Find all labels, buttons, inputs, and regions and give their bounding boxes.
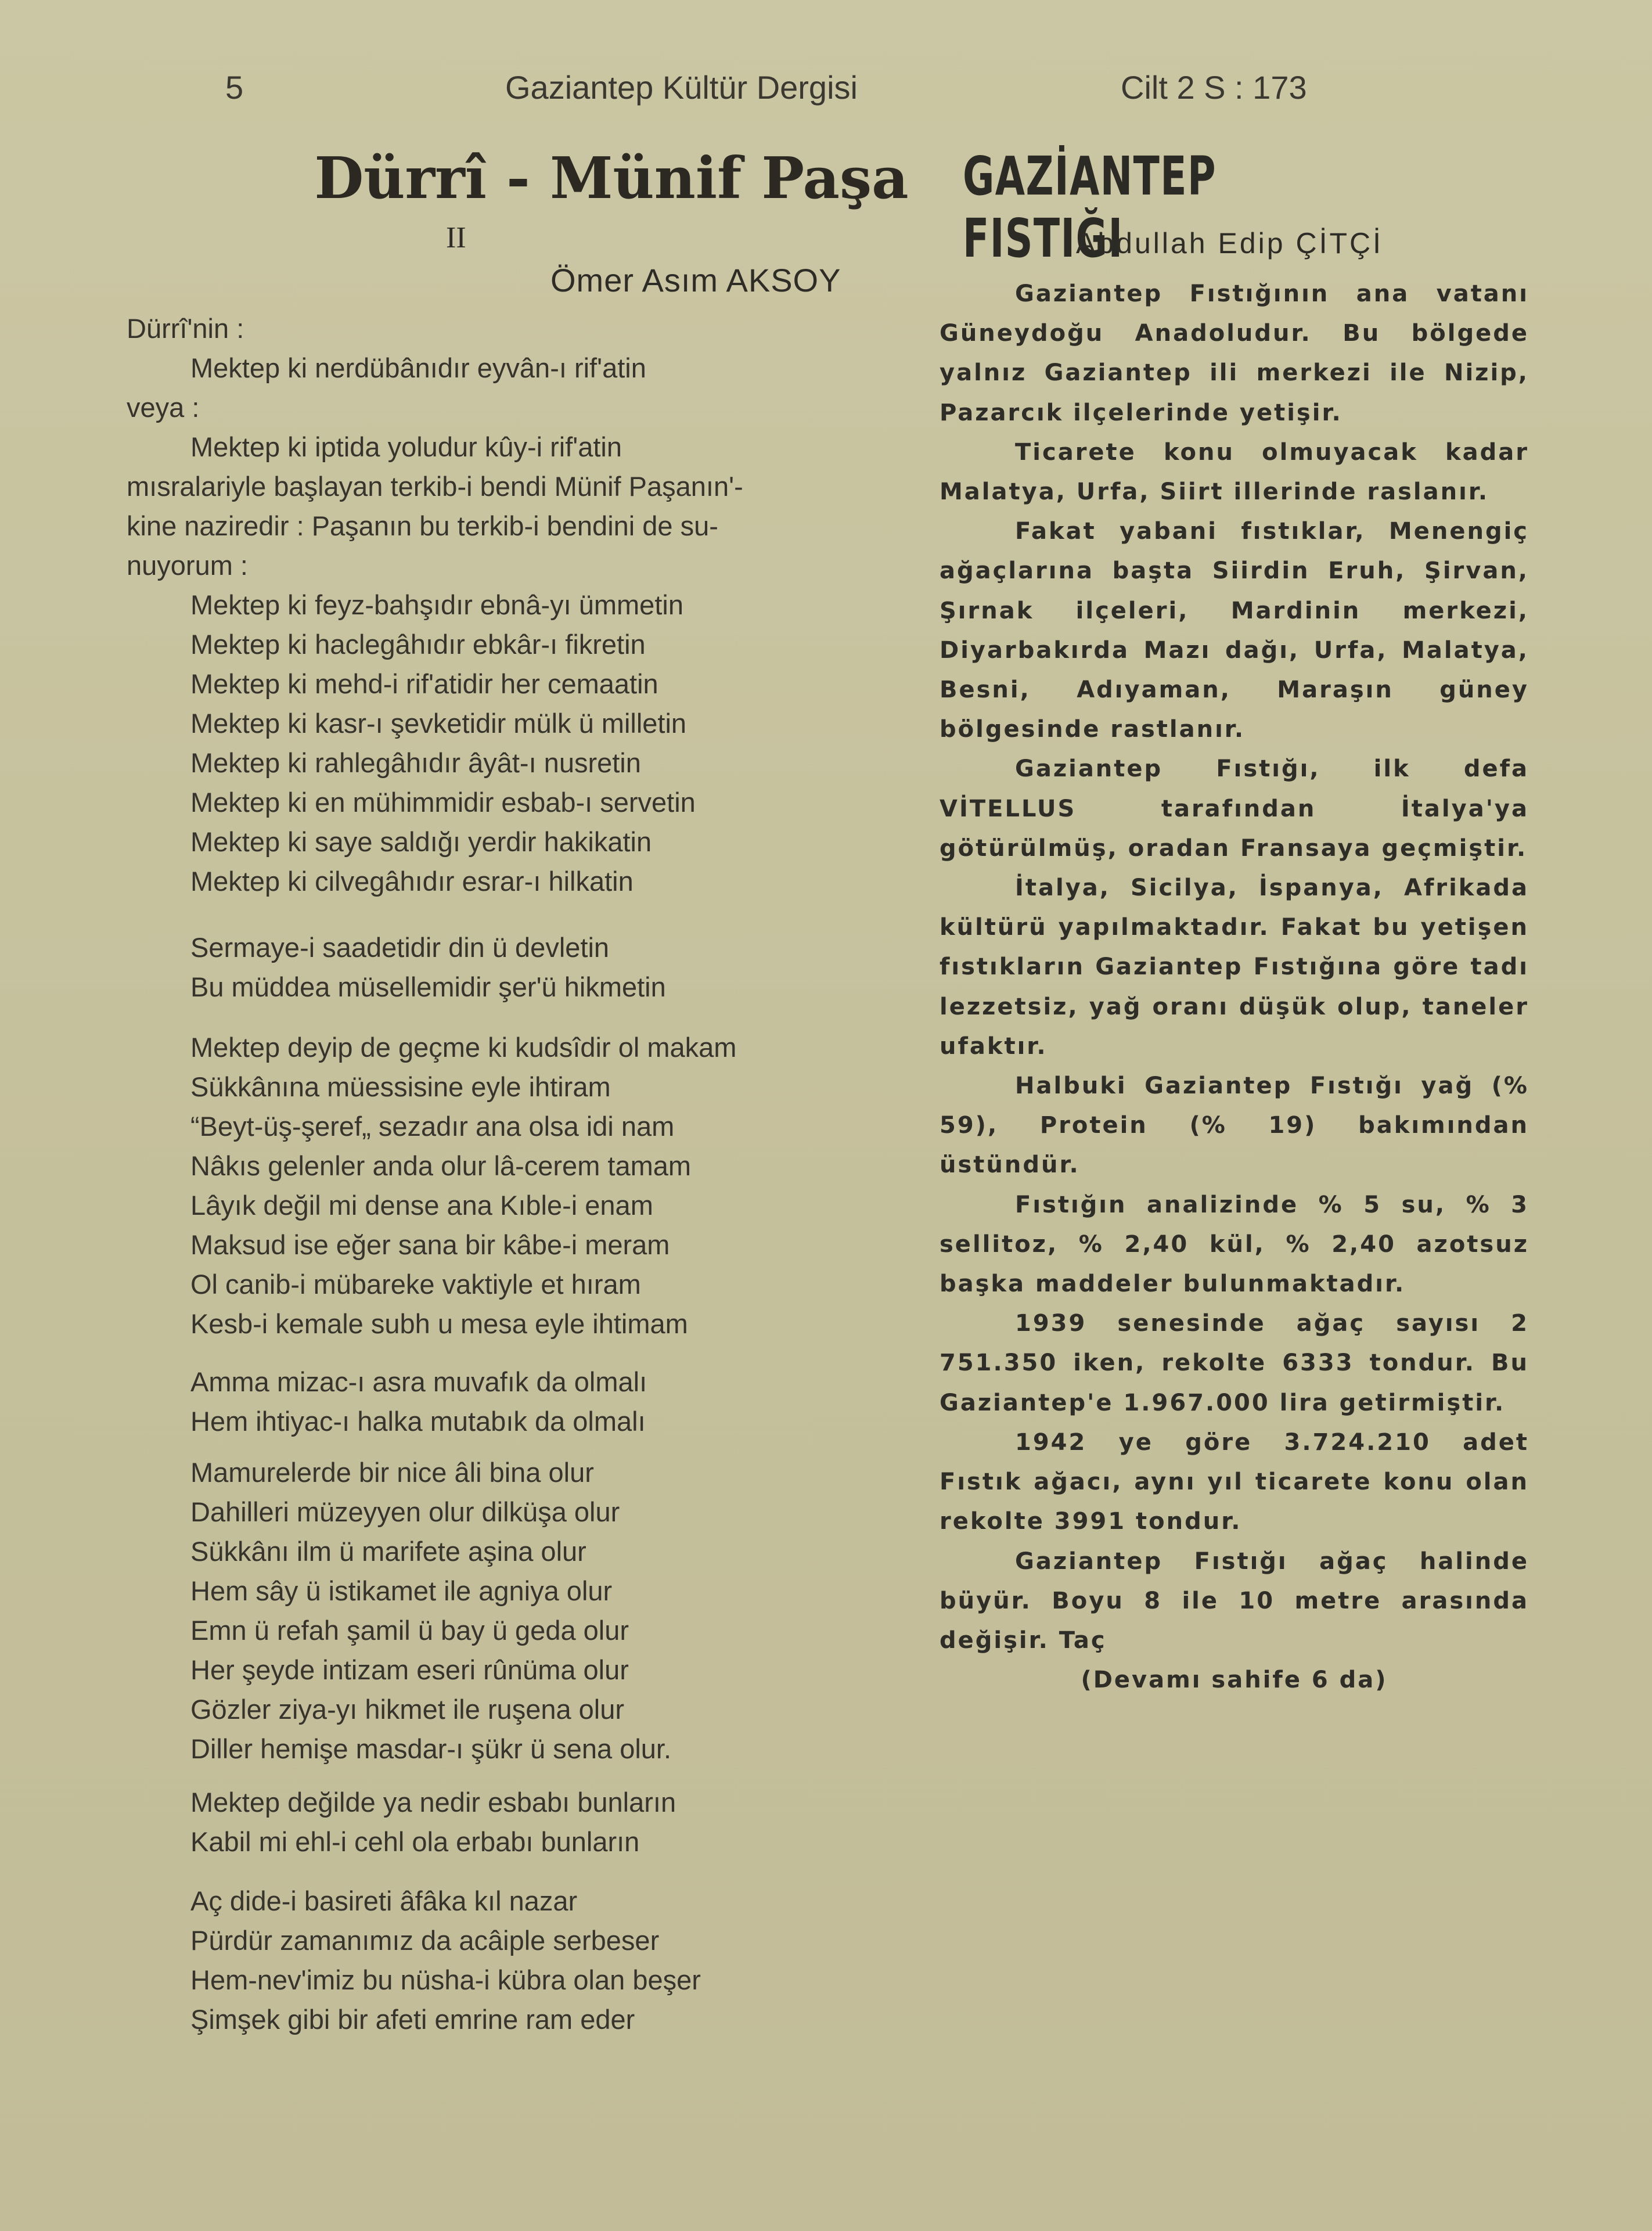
poem-line: Mektep ki kasr-ı şevketidir mülk ü milletin <box>190 708 687 739</box>
intro-label: Dürrî'nin : <box>127 313 244 344</box>
poem-line: Maksud ise eğer sana bir kâbe-i meram <box>190 1229 670 1260</box>
page-number: 5 <box>225 69 244 106</box>
poem-line: Her şeyde intizam eseri rûnüma olur <box>190 1654 629 1685</box>
paragraph: Gaziantep Fıstığı ağaç halinde büyür. Boyu 8 ile 10 metre arasında değişir. Taç <box>940 1548 1529 1654</box>
paragraph: Fıstığın analizinde % 5 su, % 3 sellitoz, % 2,40 kül, % 2,40 azotsuz başka maddeler bulunmaktadır. <box>940 1191 1529 1298</box>
article-title: Dürrî - Münif Paşa <box>314 145 909 212</box>
poem-line: Mektep ki rahlegâhıdır âyât-ı nusretin <box>190 747 641 778</box>
poem-line: Mektep ki saye saldığı yerdir hakikatin <box>190 826 652 857</box>
paragraph: Ticarete konu olmuyacak kadar Malatya, Urfa, Siirt illerinde raslanır. <box>940 438 1529 506</box>
poem-line: Hem sây ü istikamet ile agniya olur <box>190 1575 613 1606</box>
poem-line: Kesb-i kemale subh u mesa eyle ihtimam <box>190 1308 688 1339</box>
poem-stanza <box>190 585 696 901</box>
prose-line: kine naziredir : Paşanın bu terkib-i bendini de su- <box>127 510 718 541</box>
poem-line: Hem ihtiyac-ı halka mutabık da olmalı <box>190 1406 646 1437</box>
article-author: Abdullah Edip ÇİTÇİ <box>1076 227 1384 260</box>
poem-line: Bu müddea müsellemidir şer'ü hikmetin <box>190 971 666 1002</box>
quote-line: Mektep ki nerdübânıdır eyvân-ı rif'atin <box>190 352 646 383</box>
poem-line: Ol canib-i mübareke vaktiyle et hıram <box>190 1269 641 1300</box>
poem-line: Mektep deyip de geçme ki kudsîdir ol makam <box>190 1032 737 1063</box>
poem-line: Sükkânı ilm ü marifete aşina olur <box>190 1536 586 1567</box>
article-part: II <box>446 221 466 254</box>
poem-line: Kabil mi ehl-i cehl ola erbabı bunların <box>190 1826 640 1857</box>
prose-line: mısralariyle başlayan terkib-i bendi Münif Paşanın'- <box>127 471 743 502</box>
paragraph: Gaziantep Fıstığının ana vatanı Güneydoğu Anadoludur. Bu bölgede yalnız Gaziantep ili merkezi ile Nizip, Pazarcık ilçelerinde yetişir. <box>940 280 1529 426</box>
poem-line: Mektep ki mehd-i rif'atidir her cemaatin <box>190 668 658 699</box>
poem-stanza <box>190 1881 701 2039</box>
poem-line: Mektep ki en mühimmidir esbab-ı servetin <box>190 787 696 818</box>
journal-title: Gaziantep Kültür Dergisi <box>505 69 858 106</box>
paragraph: 1942 ye göre 3.724.210 adet Fıstık ağacı, aynı yıl ticarete konu olan rekolte 3991 tondur. <box>940 1428 1529 1535</box>
poem-stanza <box>190 1783 676 1862</box>
poem-line: Sükkânına müessisine eyle ihtiram <box>190 1071 611 1102</box>
or-label: veya : <box>127 392 200 423</box>
prose-line: nuyorum : <box>127 550 248 581</box>
poem-line: Şimşek gibi bir afeti emrine ram eder <box>190 2004 635 2035</box>
poem-stanza <box>190 1362 647 1441</box>
poem-line: Mektep ki haclegâhıdır ebkâr-ı fikretin <box>190 629 646 660</box>
poem-stanza <box>190 928 666 1007</box>
poem-line: Emn ü refah şamil ü bay ü geda olur <box>190 1615 629 1646</box>
paragraph: İtalya, Sicilya, İspanya, Afrikada kültürü yapılmaktadır. Fakat bu yetişen fıstıkların Gaziantep Fıstığına göre tadı lezzetsiz, yağ oranı düşük olup, taneler ufaktır. <box>940 875 1529 1060</box>
poem-line: Mamurelerde bir nice âli bina olur <box>190 1457 594 1488</box>
poem-line: Mektep ki cilvegâhıdır esrar-ı hilkatin <box>190 866 634 897</box>
article-title: GAZİANTEP FISTIĞI <box>963 145 1216 269</box>
poem-stanza <box>190 1028 736 1344</box>
poem-line: Mektep değilde ya nedir esbabı bunların <box>190 1787 676 1818</box>
paragraph: Halbuki Gaziantep Fıstığı yağ (% 59), Protein (% 19) bakımından üstündür. <box>940 1073 1529 1179</box>
continued-note: (Devamı sahife 6 da) <box>1081 1667 1388 1694</box>
poem-line: Gözler ziya-yı hikmet ile ruşena olur <box>190 1694 625 1725</box>
poem-line: “Beyt-üş-şeref„ sezadır ana olsa idi nam <box>190 1111 675 1142</box>
quote-line: Mektep ki iptida yoludur kûy-i rif'atin <box>190 431 622 462</box>
paragraph: Fakat yabani fıstıklar, Menengiç ağaçlarına başta Siirdin Eruh, Şirvan, Şırnak ilçeleri, Mardinin merkezi, Diyarbakırda Mazı dağı, Urfa, Malatya, Besni, Adıyaman, Maraşın güney bölgesinde rastlanır. <box>940 518 1529 743</box>
poem-line: Dahilleri müzeyyen olur dilküşa olur <box>190 1496 620 1527</box>
poem-line: Pürdür zamanımız da acâiple serbeser <box>190 1925 660 1956</box>
poem-line: Nâkıs gelenler anda olur lâ-cerem tamam <box>190 1150 692 1181</box>
poem-line: Amma mizac-ı asra muvafık da olmalı <box>190 1366 647 1397</box>
poem-line: Mektep ki feyz-bahşıdır ebnâ-yı ümmetin <box>190 589 683 620</box>
poem-stanza <box>190 1453 671 1769</box>
poem-line: Lâyık değil mi dense ana Kıble-i enam <box>190 1190 653 1221</box>
poem-line: Aç dide-i basireti âfâka kıl nazar <box>190 1885 578 1916</box>
article-author: Ömer Asım AKSOY <box>550 262 841 298</box>
poem-line: Sermaye-i saadetidir din ü devletin <box>190 932 610 963</box>
paragraph: 1939 senesinde ağaç sayısı 2 751.350 iken, rekolte 6333 tondur. Bu Gaziantep'e 1.967.000 lira getirmiştir. <box>940 1310 1529 1416</box>
article-body <box>940 274 1529 1700</box>
intro-prose <box>127 467 916 585</box>
poem-line: Diller hemişe masdar-ı şükr ü sena olur. <box>190 1733 672 1764</box>
poem-line: Hem-nev'imiz bu nüsha-i kübra olan beşer <box>190 1964 701 1995</box>
paragraph: Gaziantep Fıstığı, ilk defa VİTELLUS tarafından İtalya'ya götürülmüş, oradan Fransaya geçmiştir. <box>940 755 1529 862</box>
volume-issue: Cilt 2 S : 173 <box>1121 69 1307 106</box>
